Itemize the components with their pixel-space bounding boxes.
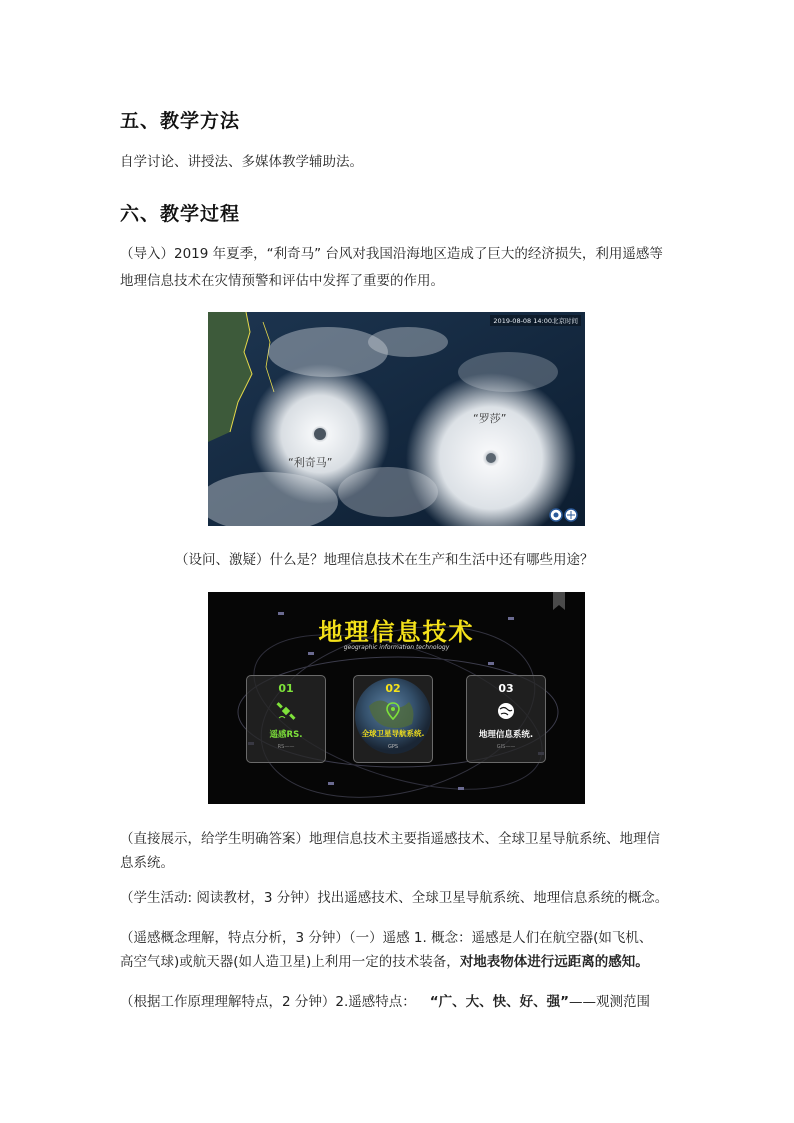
card-label: 全球卫星导航系统. xyxy=(361,729,425,738)
satellite-timestamp: 2019-08-08 14:00北京时间 xyxy=(490,315,581,326)
paragraph-remote-sensing-concept-line2 xyxy=(120,949,680,976)
paragraph-direct-answer-line1: （直接展示，给学生明确答案）地理信息技术主要指遥感技术、全球卫星导航系统、地理信 xyxy=(120,831,660,847)
features-emphasis: “广、大、快、好、强” xyxy=(429,994,570,1010)
concept-emphasis: 对地表物体进行远距离的感知。 xyxy=(459,954,649,970)
bookmark-icon xyxy=(553,592,565,610)
paragraph-direct-answer-line2: 息系统。 xyxy=(120,855,174,871)
map-pin-icon xyxy=(383,701,403,721)
card-sub: RS—— xyxy=(277,744,295,750)
card-gis xyxy=(466,675,546,763)
card-sub: GPS xyxy=(387,744,399,750)
card-remote-sensing xyxy=(246,675,326,763)
card-label: 地理信息系统. xyxy=(478,730,534,740)
intro-line-1: （导入）2019 年夏季，“利奇马” 台风对我国沿海地区造成了巨大的经济损失，利用遥感等 xyxy=(120,246,663,262)
slide-title: 地理信息技术 xyxy=(318,618,475,646)
features-text: （根据工作原理理解特点，2 分钟）2.遥感特点： xyxy=(120,994,416,1010)
globe-icon xyxy=(496,701,516,721)
card-number: 01 xyxy=(278,682,294,695)
agency-logo-icon xyxy=(549,508,579,522)
features-tail: ——观测范围 xyxy=(569,994,651,1010)
teaching-methods-text: 自学讨论、讲授法、多媒体教学辅助法。 xyxy=(120,154,363,170)
section-heading-teaching-methods: 五、教学方法 xyxy=(120,110,241,132)
section-heading-teaching-process: 六、教学过程 xyxy=(120,203,241,225)
intro-line-2: 地理信息技术在灾情预警和评估中发挥了重要的作用。 xyxy=(120,273,444,289)
satellite-scene xyxy=(208,312,585,526)
question-text: （设问、激疑）什么是？地理信息技术在生产和生活中还有哪些用途？ xyxy=(175,552,594,568)
paragraph-student-activity: （学生活动: 阅读教材，3 分钟）找出遥感技术、全球卫星导航系统、地理信息系统的概念。 xyxy=(120,890,669,906)
label-lekima: “利奇马” xyxy=(288,456,333,469)
card-gnss xyxy=(353,675,433,763)
label-krosa: “罗莎” xyxy=(473,412,507,425)
satellite-icon xyxy=(276,701,296,721)
card-number: 02 xyxy=(385,682,401,695)
card-sub: GIS—— xyxy=(496,744,516,750)
typhoon-satellite-image xyxy=(208,312,585,526)
git-slide-image xyxy=(208,592,585,804)
paragraph-remote-sensing-features xyxy=(120,989,680,1016)
card-number: 03 xyxy=(498,682,514,695)
paragraph-remote-sensing-concept-line1: （遥感概念理解，特点分析，3 分钟）（一）遥感 1. 概念：遥感是人们在航空器(如飞机、 xyxy=(120,930,653,946)
slide-subtitle: geographic information technology xyxy=(343,644,450,651)
concept-text: 高空气球)或航天器(如人造卫星)上利用一定的技术装备， xyxy=(120,954,460,970)
card-label: 遥感RS. xyxy=(269,730,303,740)
